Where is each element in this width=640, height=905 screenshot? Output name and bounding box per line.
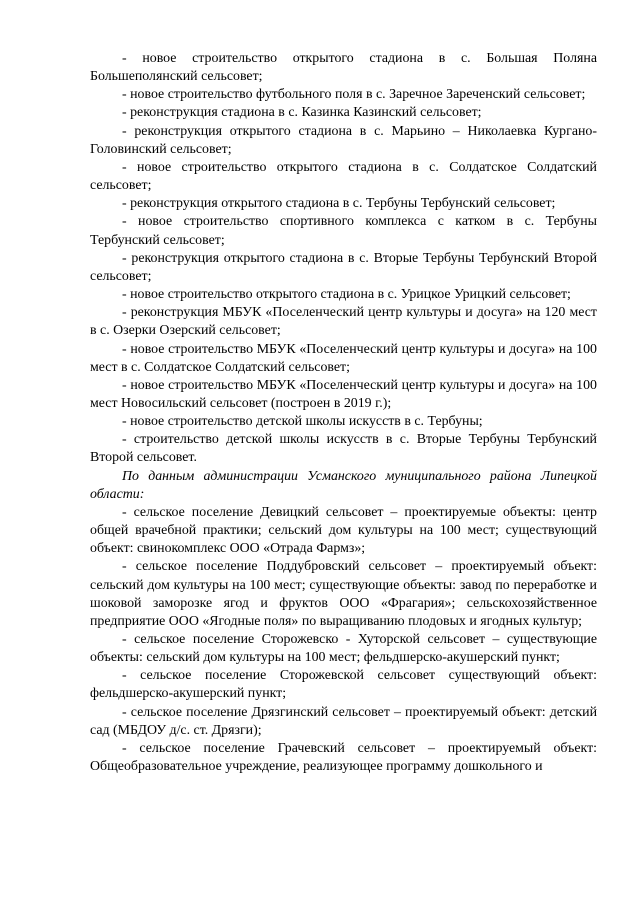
list-item-vtorye-terbuny-stadium: - реконструкция открытого стадиона в с. Вторые Тербуны Тербунский Второй сельсовет;: [90, 250, 597, 284]
list-item-terbuny-sports-complex: - новое строительство спортивного комплекса с катком в с. Тербуны Тербунский сельсовет;: [90, 214, 597, 248]
section-heading-usman-district: По данным администрации Усманского муниципального района Липецкой области:: [90, 468, 597, 502]
list-item-bolshaya-polyana-stadium: - новое строительство открытого стадиона в с. Большая Поляна Большеполянский сельсовет;: [90, 51, 597, 85]
list-item-poddubrovsky-selsovet: - сельское поселение Поддубровский сельсовет – проектируемый объект: сельский дом культуры на 100 мест; существующие объекты: завод по переработке и шоковой заморозке ягод и фруктов ООО «Фрагария»; сельскохозяйственное предприятие ООО «Ягодные поля» по выращиванию плодовых и ягодных культур;: [90, 559, 597, 629]
list-item-soldatskoe-culture-center: - новое строительство МБУК «Поселенческий центр культуры и досуга» на 100 мест в с. Солдатское Солдатский сельсовет;: [90, 341, 597, 375]
list-item-terbuny-art-school: - новое строительство детской школы искусств в с. Тербуны;: [122, 414, 483, 430]
list-item-vtorye-terbuny-art-school: - строительство детской школы искусств в с. Вторые Тербуны Тербунский Второй сельсовет.: [90, 432, 597, 466]
list-item-grachevsky-selsovet: - сельское поселение Грачевский сельсовет – проектируемый объект: Общеобразовательное учреждение, реализующее программу дошкольного и: [90, 740, 597, 775]
list-item-zarechnoe-football-field: - новое строительство футбольного поля в с. Заречное Зареченский сельсовет;: [122, 87, 586, 103]
document-body: [90, 50, 597, 776]
list-item-devitsky-selsovet: - сельское поселение Девицкий сельсовет – проектируемые объекты: центр общей врачебной практики; сельский дом культуры на 100 мест; существующий объект: свинокомплекс ООО «Отрада Фармз»;: [90, 504, 597, 557]
list-item-storozhevsko-khutorskoy-selsovet: - сельское поселение Сторожевско - Хуторской сельсовет – существующие объекты: сельский дом культуры на 100 мест; фельдшерско-акушерский пункт;: [90, 632, 597, 666]
list-item-maryino-stadium: - реконструкция открытого стадиона в с. Марьино – Николаевка Кургано-Головинский сельсовет;: [90, 123, 597, 157]
list-item-ozerki-culture-center: - реконструкция МБУК «Поселенческий центр культуры и досуга» на 120 мест в с. Озерки Озерский сельсовет;: [90, 305, 597, 339]
list-item-storozhevskoy-selsovet: - сельское поселение Сторожевской сельсовет существующий объект: фельдшерско-акушерский пункт;: [90, 668, 597, 702]
list-item-uritskoe-stadium: - новое строительство открытого стадиона в с. Урицкое Урицкий сельсовет;: [122, 287, 571, 303]
list-item-novosilsky-culture-center: - новое строительство МБУК «Поселенческий центр культуры и досуга» на 100 мест Новосильский сельсовет (построен в 2019 г.);: [90, 377, 597, 411]
list-item-dryazginsky-selsovet: - сельское поселение Дрязгинский сельсовет – проектируемый объект: детский сад (МБДОУ д/с. ст. Дрязги);: [90, 704, 597, 738]
list-item-kazinka-stadium: - реконструкция стадиона в с. Казинка Казинский сельсовет;: [122, 105, 482, 121]
list-item-terbuny-stadium: - реконструкция открытого стадиона в с. Тербуны Тербунский сельсовет;: [122, 196, 556, 212]
list-item-soldatskoe-stadium: - новое строительство открытого стадиона в с. Солдатское Солдатский сельсовет;: [90, 159, 597, 194]
